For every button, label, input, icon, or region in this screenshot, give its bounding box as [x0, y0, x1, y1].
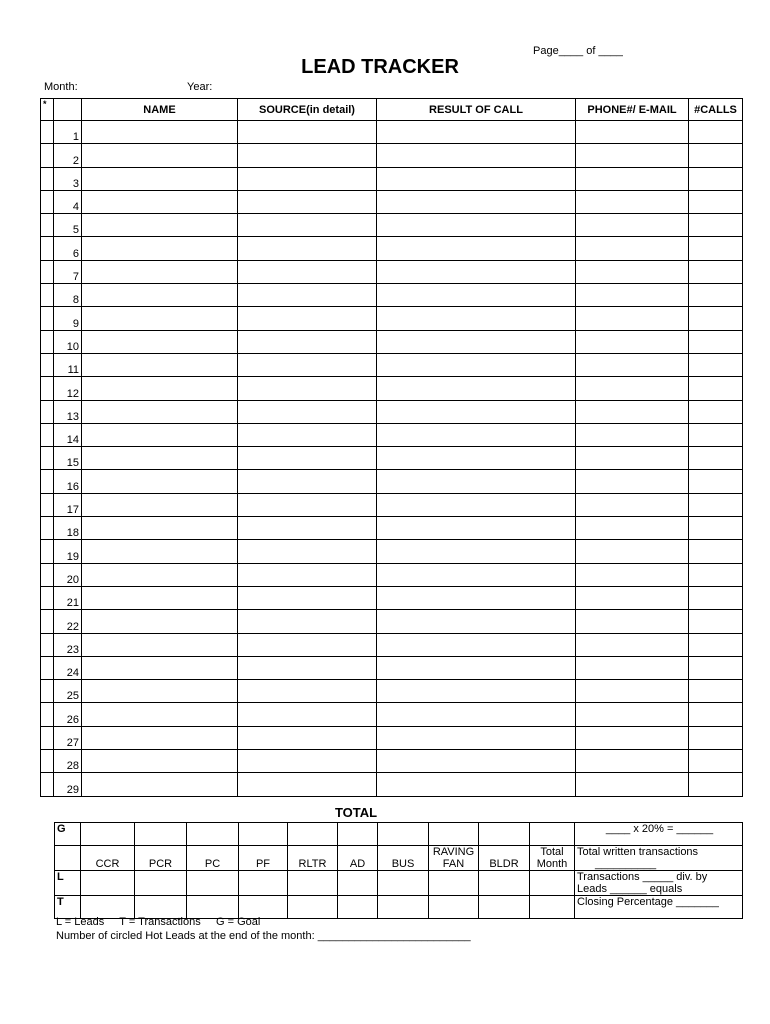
leads-line: Leads ______ equals — [577, 883, 683, 895]
table-cell — [82, 470, 238, 493]
table-cell — [377, 563, 576, 586]
row-number: 5 — [54, 214, 82, 237]
table-cell — [82, 260, 238, 283]
table-cell — [576, 773, 689, 796]
table-cell — [689, 214, 743, 237]
table-cell — [576, 121, 689, 144]
table-cell — [377, 773, 576, 796]
table-cell — [82, 447, 238, 470]
row-number: 13 — [54, 400, 82, 423]
table-cell — [41, 260, 54, 283]
table-cell — [377, 284, 576, 307]
table-cell — [238, 726, 377, 749]
table-cell — [238, 190, 377, 213]
table-cell — [576, 633, 689, 656]
table-cell — [82, 773, 238, 796]
category-pf: PF — [239, 846, 288, 871]
column-header-calls: #CALLS — [689, 99, 743, 121]
table-cell — [689, 633, 743, 656]
table-cell — [377, 447, 576, 470]
table-row — [41, 656, 743, 679]
table-cell — [576, 167, 689, 190]
year-label: Year: — [187, 81, 213, 93]
table-cell — [41, 493, 54, 516]
table-cell — [82, 610, 238, 633]
table-cell — [41, 680, 54, 703]
table-cell — [238, 353, 377, 376]
table-cell — [689, 353, 743, 376]
table-cell — [377, 703, 576, 726]
table-cell — [82, 237, 238, 260]
table-row — [41, 353, 743, 376]
column-header-source: SOURCE(in detail) — [238, 99, 377, 121]
table-cell — [576, 517, 689, 540]
table-cell — [82, 167, 238, 190]
table-cell — [41, 586, 54, 609]
goal-row — [55, 823, 743, 846]
row-number: 18 — [54, 517, 82, 540]
table-cell — [689, 307, 743, 330]
table-cell — [238, 167, 377, 190]
table-cell — [576, 260, 689, 283]
table-cell — [238, 423, 377, 446]
table-cell — [576, 307, 689, 330]
table-cell — [238, 610, 377, 633]
row-number: 1 — [54, 121, 82, 144]
table-cell — [689, 750, 743, 773]
table-cell — [689, 400, 743, 423]
table-cell — [576, 586, 689, 609]
table-cell — [576, 680, 689, 703]
leads-row-label: L — [55, 871, 81, 896]
table-cell — [238, 517, 377, 540]
table-cell — [41, 167, 54, 190]
table-row — [41, 284, 743, 307]
closing-percentage: Closing Percentage _______ — [575, 896, 743, 919]
category-raving-fan: RAVING FAN — [429, 846, 479, 871]
table-cell — [41, 447, 54, 470]
table-cell — [41, 750, 54, 773]
table-cell — [41, 353, 54, 376]
table-cell — [82, 377, 238, 400]
row-number: 20 — [54, 563, 82, 586]
row-number: 23 — [54, 633, 82, 656]
table-cell — [689, 703, 743, 726]
table-cell — [238, 144, 377, 167]
lead-table-body — [41, 121, 743, 797]
table-cell — [576, 284, 689, 307]
table-cell — [41, 540, 54, 563]
table-cell — [576, 610, 689, 633]
table-cell — [377, 470, 576, 493]
table-row — [41, 447, 743, 470]
table-row — [41, 400, 743, 423]
table-row — [41, 237, 743, 260]
table-row — [41, 423, 743, 446]
table-cell — [689, 260, 743, 283]
row-number: 12 — [54, 377, 82, 400]
row-number: 28 — [54, 750, 82, 773]
table-cell — [377, 330, 576, 353]
table-cell — [377, 260, 576, 283]
table-cell — [377, 307, 576, 330]
table-cell — [238, 307, 377, 330]
table-cell — [82, 586, 238, 609]
column-header-phone-email: PHONE#/ E-MAIL — [576, 99, 689, 121]
table-row — [41, 121, 743, 144]
table-cell — [689, 447, 743, 470]
table-cell — [238, 540, 377, 563]
month-label: Month: — [44, 81, 78, 93]
goal-row-label: G — [55, 823, 81, 846]
transactions-row-label: T — [55, 896, 81, 919]
table-row — [41, 260, 743, 283]
category-ccr: CCR — [81, 846, 135, 871]
table-cell — [689, 540, 743, 563]
row-number: 25 — [54, 680, 82, 703]
transactions-calc — [575, 871, 743, 896]
row-number: 16 — [54, 470, 82, 493]
row-number: 6 — [54, 237, 82, 260]
table-cell — [377, 377, 576, 400]
row-number: 3 — [54, 167, 82, 190]
table-cell — [82, 121, 238, 144]
table-cell — [377, 517, 576, 540]
table-cell — [576, 703, 689, 726]
table-cell — [41, 400, 54, 423]
table-cell — [238, 703, 377, 726]
table-cell — [238, 633, 377, 656]
row-number: 10 — [54, 330, 82, 353]
table-cell — [576, 470, 689, 493]
table-cell — [689, 610, 743, 633]
table-cell — [377, 353, 576, 376]
written-transactions — [575, 846, 743, 871]
table-row — [41, 307, 743, 330]
table-cell — [377, 167, 576, 190]
table-cell — [377, 121, 576, 144]
row-number: 29 — [54, 773, 82, 796]
page-title: LEAD TRACKER — [301, 56, 459, 78]
table-cell — [41, 237, 54, 260]
table-cell — [576, 353, 689, 376]
table-cell — [238, 284, 377, 307]
table-cell — [41, 726, 54, 749]
table-cell — [41, 330, 54, 353]
table-row — [41, 330, 743, 353]
hot-leads-line: Number of circled Hot Leads at the end of the month: _________________________ — [56, 930, 471, 942]
category-pc: PC — [187, 846, 239, 871]
row-number: 2 — [54, 144, 82, 167]
table-cell — [576, 750, 689, 773]
table-cell — [576, 540, 689, 563]
table-cell — [689, 517, 743, 540]
category-pcr: PCR — [135, 846, 187, 871]
table-cell — [576, 726, 689, 749]
written-line: Total written transactions — [577, 846, 699, 858]
table-cell — [377, 656, 576, 679]
row-number: 14 — [54, 423, 82, 446]
table-cell — [238, 773, 377, 796]
total-label: TOTAL — [334, 805, 378, 820]
table-row — [41, 214, 743, 237]
written-blank: __________ — [595, 858, 657, 870]
table-cell — [576, 144, 689, 167]
table-cell — [689, 773, 743, 796]
row-number: 9 — [54, 307, 82, 330]
table-cell — [82, 540, 238, 563]
table-cell — [41, 610, 54, 633]
row-number: 21 — [54, 586, 82, 609]
percent-line: ____ x 20% = ______ — [575, 823, 743, 846]
table-cell — [82, 423, 238, 446]
row-number: 15 — [54, 447, 82, 470]
category-total-month: Total Month — [530, 846, 575, 871]
table-cell — [82, 214, 238, 237]
table-cell — [377, 190, 576, 213]
table-cell — [689, 423, 743, 446]
table-cell — [377, 540, 576, 563]
table-cell — [41, 423, 54, 446]
table-cell — [238, 656, 377, 679]
table-cell — [689, 330, 743, 353]
table-row — [41, 680, 743, 703]
table-cell — [41, 470, 54, 493]
row-number: 22 — [54, 610, 82, 633]
table-cell — [82, 493, 238, 516]
table-cell — [41, 703, 54, 726]
table-cell — [576, 400, 689, 423]
table-row — [41, 633, 743, 656]
table-cell — [377, 680, 576, 703]
table-cell — [238, 330, 377, 353]
table-cell — [41, 307, 54, 330]
table-row — [41, 517, 743, 540]
table-cell — [41, 633, 54, 656]
table-cell — [377, 750, 576, 773]
leads-row — [55, 871, 743, 896]
table-cell — [377, 423, 576, 446]
table-cell — [41, 121, 54, 144]
page-number-field: Page____ of ____ — [533, 45, 623, 57]
table-cell — [41, 773, 54, 796]
table-cell — [82, 400, 238, 423]
table-cell — [689, 121, 743, 144]
table-cell — [689, 563, 743, 586]
table-row — [41, 726, 743, 749]
table-cell — [41, 656, 54, 679]
table-row — [41, 750, 743, 773]
table-cell — [576, 656, 689, 679]
table-cell — [82, 633, 238, 656]
table-cell — [82, 190, 238, 213]
summary-table — [54, 822, 743, 919]
table-cell — [82, 656, 238, 679]
table-row — [41, 144, 743, 167]
table-row — [41, 377, 743, 400]
table-cell — [41, 517, 54, 540]
table-cell — [238, 260, 377, 283]
lead-table-header — [41, 99, 743, 121]
table-cell — [41, 144, 54, 167]
table-cell — [377, 610, 576, 633]
category-ad: AD — [338, 846, 378, 871]
table-cell — [576, 237, 689, 260]
table-cell — [689, 144, 743, 167]
column-header-name: NAME — [82, 99, 238, 121]
table-cell — [238, 121, 377, 144]
row-number: 4 — [54, 190, 82, 213]
table-cell — [41, 563, 54, 586]
table-row — [41, 586, 743, 609]
table-cell — [377, 144, 576, 167]
table-cell — [82, 307, 238, 330]
table-cell — [82, 330, 238, 353]
table-cell — [576, 447, 689, 470]
table-cell — [689, 470, 743, 493]
table-row — [41, 470, 743, 493]
table-cell — [238, 237, 377, 260]
table-cell — [689, 656, 743, 679]
table-cell — [689, 377, 743, 400]
table-cell — [82, 703, 238, 726]
table-row — [41, 493, 743, 516]
table-cell — [689, 680, 743, 703]
row-number: 26 — [54, 703, 82, 726]
row-number: 7 — [54, 260, 82, 283]
table-cell — [689, 284, 743, 307]
table-cell — [82, 726, 238, 749]
table-cell — [82, 517, 238, 540]
table-cell — [689, 190, 743, 213]
table-cell — [377, 214, 576, 237]
column-header-result: RESULT OF CALL — [377, 99, 576, 121]
category-rltr: RLTR — [288, 846, 338, 871]
table-row — [41, 167, 743, 190]
table-cell — [576, 377, 689, 400]
table-cell — [41, 377, 54, 400]
category-bus: BUS — [378, 846, 429, 871]
row-number: 17 — [54, 493, 82, 516]
table-cell — [238, 586, 377, 609]
table-cell — [82, 563, 238, 586]
row-number: 19 — [54, 540, 82, 563]
table-cell — [377, 726, 576, 749]
column-header-star: * — [41, 99, 54, 121]
table-cell — [238, 214, 377, 237]
table-cell — [689, 726, 743, 749]
table-cell — [238, 377, 377, 400]
table-row — [41, 190, 743, 213]
table-row — [41, 773, 743, 796]
table-row — [41, 610, 743, 633]
table-row — [41, 563, 743, 586]
table-cell — [689, 586, 743, 609]
table-cell — [377, 237, 576, 260]
table-cell — [238, 470, 377, 493]
table-cell — [238, 493, 377, 516]
table-cell — [82, 680, 238, 703]
table-cell — [576, 423, 689, 446]
table-cell — [576, 214, 689, 237]
table-cell — [238, 400, 377, 423]
table-cell — [82, 750, 238, 773]
column-header-number — [54, 99, 82, 121]
row-number: 11 — [54, 353, 82, 376]
lead-table — [40, 98, 743, 797]
table-cell — [41, 190, 54, 213]
table-cell — [377, 586, 576, 609]
table-cell — [238, 563, 377, 586]
table-cell — [377, 633, 576, 656]
table-cell — [377, 400, 576, 423]
table-cell — [576, 190, 689, 213]
table-cell — [576, 330, 689, 353]
row-number: 8 — [54, 284, 82, 307]
row-number: 27 — [54, 726, 82, 749]
table-cell — [238, 680, 377, 703]
table-cell — [689, 237, 743, 260]
row-number: 24 — [54, 656, 82, 679]
table-cell — [82, 144, 238, 167]
table-cell — [377, 493, 576, 516]
table-cell — [576, 563, 689, 586]
legend: L = Leads T = Transactions G = Goal — [56, 916, 261, 928]
table-row — [41, 703, 743, 726]
category-row — [55, 846, 743, 871]
table-cell — [238, 447, 377, 470]
table-cell — [576, 493, 689, 516]
table-cell — [82, 284, 238, 307]
table-cell — [238, 750, 377, 773]
table-row — [41, 540, 743, 563]
category-bldr: BLDR — [479, 846, 530, 871]
transactions-line: Transactions _____ div. by — [577, 871, 708, 883]
table-cell — [41, 284, 54, 307]
table-cell — [82, 353, 238, 376]
table-cell — [689, 493, 743, 516]
table-cell — [41, 214, 54, 237]
table-cell — [689, 167, 743, 190]
